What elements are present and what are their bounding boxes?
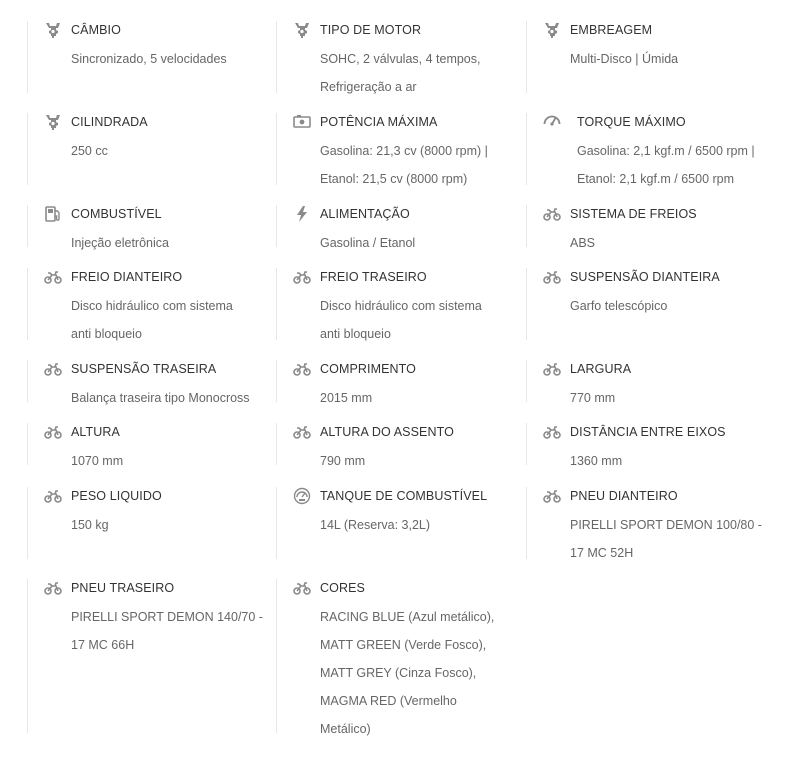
spec-value xyxy=(320,511,430,539)
spec-value-line: 790 mm xyxy=(320,454,366,468)
spec-title: ALTURA xyxy=(71,425,120,439)
spec-title: EMBREAGEM xyxy=(570,23,653,37)
spec-item xyxy=(526,423,776,468)
spec-item xyxy=(27,360,276,405)
motorcycle-icon xyxy=(44,487,62,505)
spec-value-line: Disco hidráulico com sistema xyxy=(71,299,233,313)
spec-item xyxy=(276,21,526,93)
spec-title: ALTURA DO ASSENTO xyxy=(320,425,454,439)
spec-value xyxy=(320,229,415,257)
spec-title: FREIO TRASEIRO xyxy=(320,270,427,284)
spec-item xyxy=(276,113,526,185)
spec-value xyxy=(71,603,263,659)
spec-title: PESO LIQUIDO xyxy=(71,489,162,503)
motorcycle-icon xyxy=(293,360,311,378)
spec-item xyxy=(276,423,526,468)
spec-value-line: 770 mm xyxy=(570,391,616,405)
spec-title: SISTEMA DE FREIOS xyxy=(570,207,697,221)
spec-value xyxy=(320,292,482,348)
spec-value-line: Injeção eletrônica xyxy=(71,236,169,250)
spec-value xyxy=(320,384,372,412)
spec-value xyxy=(320,45,480,101)
gear-icon xyxy=(44,21,62,39)
spec-item xyxy=(526,268,776,340)
spec-item xyxy=(27,487,276,559)
spec-value-line: Garfo telescópico xyxy=(570,299,668,313)
spec-value xyxy=(320,603,494,743)
spec-value xyxy=(577,137,755,193)
spec-title: POTÊNCIA MÁXIMA xyxy=(320,115,438,129)
motorcycle-icon xyxy=(543,487,561,505)
spec-value-line: Multi-Disco | Úmida xyxy=(570,52,679,66)
spec-item xyxy=(526,113,776,185)
spec-value-line: 1360 mm xyxy=(570,454,623,468)
spec-value xyxy=(71,447,123,475)
spec-value xyxy=(71,229,169,257)
spec-item xyxy=(27,205,276,250)
motorcycle-icon xyxy=(44,423,62,441)
spec-value-line: Gasolina: 21,3 cv (8000 rpm) | xyxy=(320,144,488,158)
spec-value-line: Disco hidráulico com sistema xyxy=(320,299,482,313)
spec-value xyxy=(71,292,233,348)
spec-item xyxy=(27,268,276,340)
motorcycle-icon xyxy=(293,579,311,597)
motorcycle-icon xyxy=(44,268,62,286)
spec-value xyxy=(570,292,667,320)
spec-title: PNEU TRASEIRO xyxy=(71,581,175,595)
spec-title: SUSPENSÃO DIANTEIRA xyxy=(570,270,720,284)
fuel-pump-icon xyxy=(44,205,62,223)
spec-value-line: 150 kg xyxy=(71,518,109,532)
motorcycle-icon xyxy=(543,205,561,223)
motorcycle-icon xyxy=(293,423,311,441)
spec-value-line: MATT GREEN (Verde Fosco), xyxy=(320,638,487,652)
motorcycle-icon xyxy=(543,268,561,286)
motorcycle-icon xyxy=(543,360,561,378)
gear-icon xyxy=(543,21,561,39)
spec-value-line: 17 MC 52H xyxy=(570,546,634,560)
spec-value xyxy=(71,137,108,165)
spec-value xyxy=(570,511,762,567)
spec-title: SUSPENSÃO TRASEIRA xyxy=(71,362,217,376)
spec-item xyxy=(526,487,776,559)
spec-item xyxy=(276,268,526,340)
spec-value-line: Etanol: 21,5 cv (8000 rpm) xyxy=(320,172,468,186)
spec-value-line: 2015 mm xyxy=(320,391,373,405)
gear-icon xyxy=(293,21,311,39)
spec-value-line: PIRELLI SPORT DEMON 100/80 - xyxy=(570,518,762,532)
spec-title: CILINDRADA xyxy=(71,115,148,129)
spec-value-line: anti bloqueio xyxy=(320,327,391,341)
spec-value xyxy=(71,384,250,412)
spec-title: TANQUE DE COMBUSTÍVEL xyxy=(320,489,488,503)
spec-item xyxy=(276,360,526,405)
spec-item xyxy=(27,21,276,93)
spec-value-line: Sincronizado, 5 velocidades xyxy=(71,52,227,66)
spec-value-line: PIRELLI SPORT DEMON 140/70 - xyxy=(71,610,263,624)
engine-icon xyxy=(293,113,311,131)
spec-title: DISTÂNCIA ENTRE EIXOS xyxy=(570,425,726,439)
spec-title: COMBUSTÍVEL xyxy=(71,207,162,221)
spec-value-line: 250 cc xyxy=(71,144,108,158)
spec-item xyxy=(276,487,526,559)
motorcycle-icon xyxy=(543,423,561,441)
motorcycle-icon xyxy=(44,360,62,378)
spec-title: TORQUE MÁXIMO xyxy=(577,115,686,129)
spec-value-line: Gasolina: 2,1 kgf.m / 6500 rpm | xyxy=(577,144,755,158)
spec-title: LARGURA xyxy=(570,362,632,376)
spec-value-line: anti bloqueio xyxy=(71,327,142,341)
spec-value-line: Etanol: 2,1 kgf.m / 6500 rpm xyxy=(577,172,735,186)
spec-value-line: 17 MC 66H xyxy=(71,638,135,652)
gear-icon xyxy=(44,113,62,131)
speedometer-icon xyxy=(543,113,561,131)
spec-value xyxy=(71,511,109,539)
spec-value-line: SOHC, 2 válvulas, 4 tempos, xyxy=(320,52,481,66)
motorcycle-icon xyxy=(293,268,311,286)
spec-value-line: 14L (Reserva: 3,2L) xyxy=(320,518,431,532)
spec-title: CÂMBIO xyxy=(71,23,121,37)
spec-item xyxy=(27,113,276,185)
spec-item xyxy=(27,423,276,468)
spec-title: PNEU DIANTEIRO xyxy=(570,489,678,503)
spec-value xyxy=(320,447,365,475)
spec-item xyxy=(27,579,276,733)
spec-value xyxy=(570,447,622,475)
spec-item xyxy=(526,205,776,250)
spec-title: COMPRIMENTO xyxy=(320,362,417,376)
spec-value-line: Balança traseira tipo Monocross xyxy=(71,391,250,405)
spec-value-line: Gasolina / Etanol xyxy=(320,236,416,250)
spec-title: TIPO DE MOTOR xyxy=(320,23,422,37)
spec-value-line: Refrigeração a ar xyxy=(320,80,417,94)
spec-title: ALIMENTAÇÃO xyxy=(320,207,410,221)
spec-value xyxy=(71,45,227,73)
fuel-gauge-icon xyxy=(293,487,311,505)
spec-item xyxy=(276,205,526,250)
spec-value-line: Metálico) xyxy=(320,722,371,736)
spec-value xyxy=(570,384,615,412)
motorcycle-icon xyxy=(44,579,62,597)
spec-value xyxy=(570,45,678,73)
spec-value-line: ABS xyxy=(570,236,596,250)
spec-value-line: MATT GREY (Cinza Fosco), xyxy=(320,666,477,680)
spec-value xyxy=(320,137,488,193)
spec-item xyxy=(276,579,526,736)
spec-title: CORES xyxy=(320,581,365,595)
spec-value-line: MAGMA RED (Vermelho xyxy=(320,694,457,708)
spec-value-line: 1070 mm xyxy=(71,454,124,468)
lightning-icon xyxy=(293,205,311,223)
spec-value-line: RACING BLUE (Azul metálico), xyxy=(320,610,495,624)
spec-value xyxy=(570,229,595,257)
spec-item xyxy=(526,21,776,93)
spec-item xyxy=(526,360,776,405)
spec-title: FREIO DIANTEIRO xyxy=(71,270,183,284)
